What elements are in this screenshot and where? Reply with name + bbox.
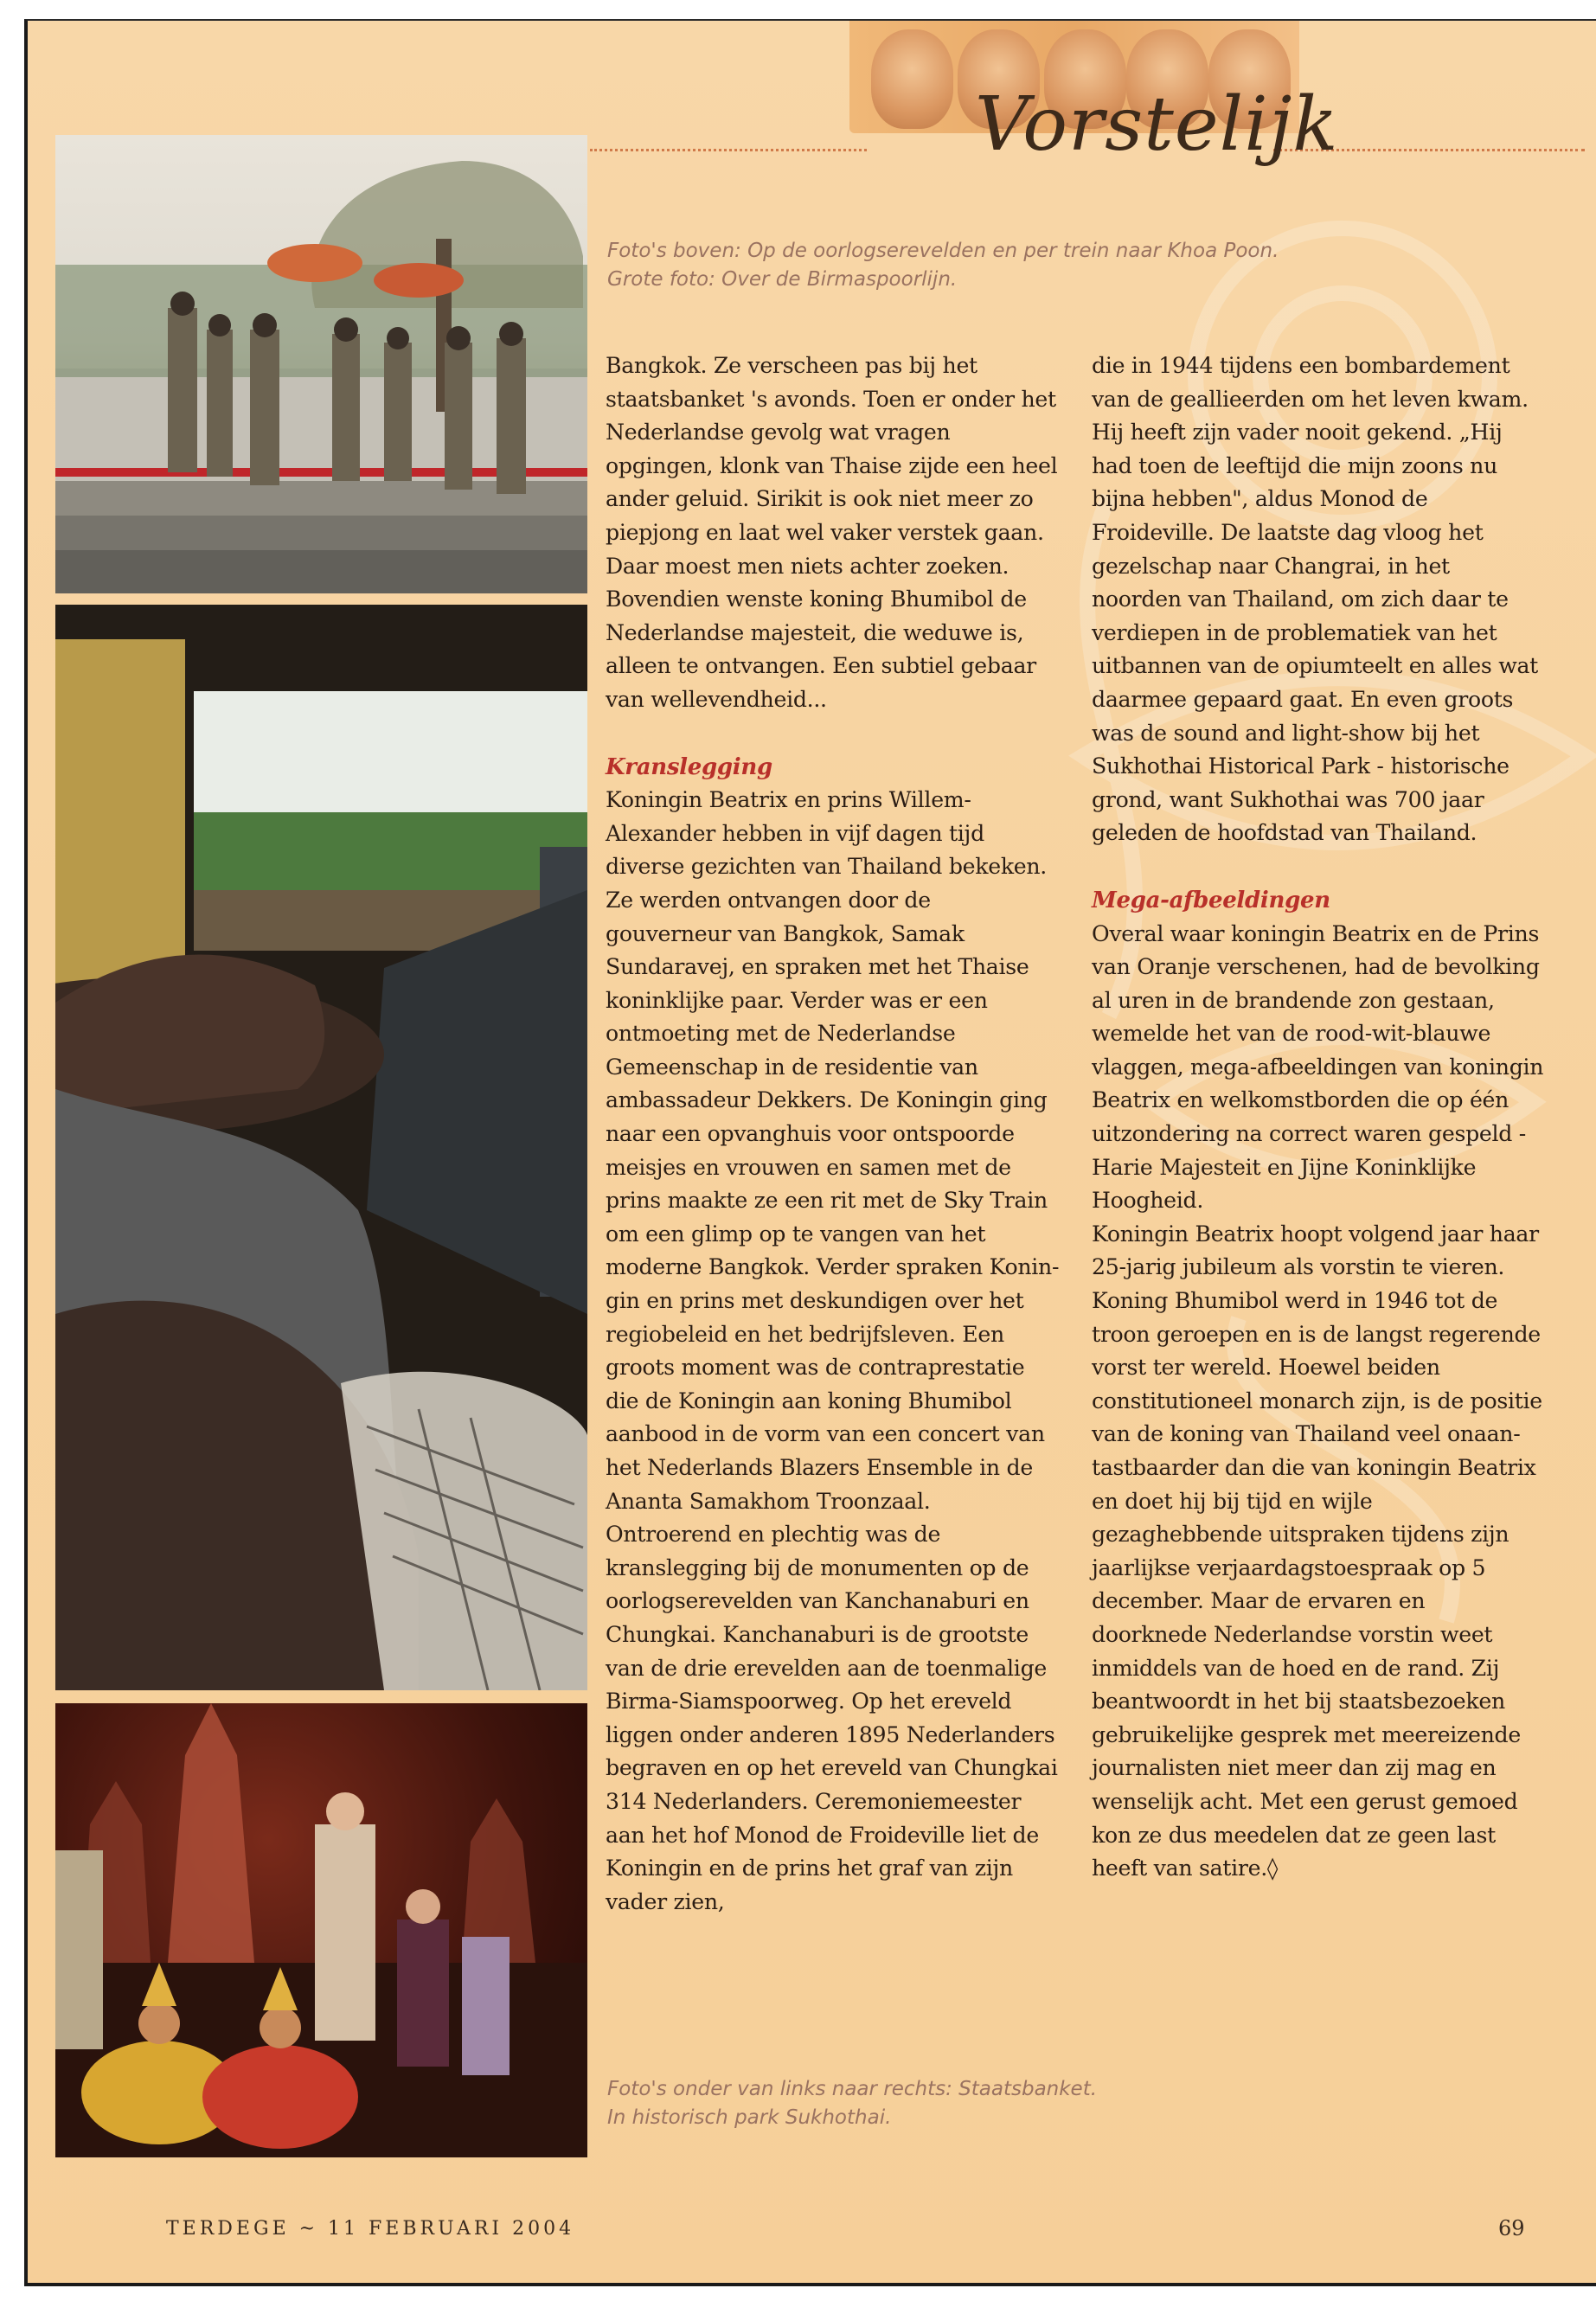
ceremony-illustration [55,135,587,593]
subheading-kranslegging: Kranslegging [606,753,772,780]
article-column-left [606,349,1060,1919]
subheading-mega-afbeeldingen: Mega-afbeeldingen [1092,887,1330,913]
header-rule-left [590,149,867,151]
portrait-face [871,29,953,129]
caption-bottom-line2: In historisch park Sukhothai. [607,2106,892,2129]
article-column-right [1092,349,1546,1886]
caption-top-line1: Foto's boven: Op de oorlogserevelden en per trein naar Khoa Poon. [607,240,1279,262]
photo-sukhothai-night [55,1703,587,2157]
magazine-page [24,19,1596,2286]
paragraph: Overal waar koningin Beatrix en de Prins van Oranje verschenen, had de bevolking al uren in de brandende zon gestaan, wemelde het van de rood-wit-blauwe vlaggen, mega-afbeeldingen van koningin Beatrix en welkomstborden die op één uitzondering na correct waren gespeld - Harie Majesteit en Jijne Koninklijke Hoogheid. [1092,920,1544,1214]
section-title: Vorstelijk [975,81,1339,168]
page-number: 69 [1498,2216,1525,2240]
caption-top [607,237,1368,294]
caption-bottom-line1: Foto's onder van links naar rechts: Staatsbanket. [607,2078,1098,2100]
caption-bottom [607,2075,1368,2132]
paragraph: Koningin Beatrix hoopt volgend jaar haar 25-jarig jubileum als vorstin te vieren. Koning Bhumibol werd in 1946 tot de troon geroepen en is de langst regerende vorst ter wereld. Hoewel beiden constitutioneel monarch zijn, is de positie van de koning van Thailand veel onaantastbaarder dan die van koningin Beatrix en doet hij bij tijd en wijle gezaghebbende uitspraken tijdens zijn jaarlijkse verjaardagstoespraak op 5 december. Maar de ervaren en doorknede Nederlandse vorstin weet inmiddels van de hoed en de rand. Zij beantwoordt in het bij staatsbezoeken gebruikelijke gesprek met meereizende journalisten niet meer dan zij mag en wenselijk acht. Met een gerust gemoed kon ze dus meedelen dat ze geen last heeft van satire.◊ [1092,1221,1542,1881]
paragraph: die in 1944 tijdens een bombardement van de geallieerden om het leven kwam. Hij heeft zijn vader nooit gekend. „Hij had toen de leeftijd die mijn zoons nu bijna hebben", aldus Monod de Froideville. De laatste dag vloog het gezelschap naar Changrai, in het noorden van Thailand, om zich daar te verdiepen in de problematiek van het uitbannen van de opiumteelt en alles wat daarmee gepaard gaat. En even groots was de sound and light-show bij het Sukhothai Historical Park - historische grond, want Sukhothai was 700 jaar geleden de hoofdstad van Thailand. [1092,353,1538,846]
caption-top-line2: Grote foto: Over de Birmaspoorlijn. [607,268,958,291]
train-illustration [55,605,587,1690]
paragraph: Bangkok. Ze verscheen pas bij het staatsbanket 's avonds. Toen er onder het Nederlandse gevolg wat vragen opgingen, klonk van Thaise zijde een heel ander geluid. Sirikit is ook niet meer zo piepjong en laat wel vaker verstek gaan. Daar moest men niets achter zoeken. Bovendien wenste koning Bhumibol de Nederlandse majesteit, die weduwe is, alleen te ontvangen. Een subtiel gebaar van wellevendheid... [606,353,1058,712]
footer-publication: TERDEGE ~ 11 FEBRUARI 2004 [166,2218,575,2240]
photo-train-journey [55,605,587,1690]
paragraph: Koningin Beatrix en prins Willem-Alexander hebben in vijf dagen tijd diverse gezichten van Thailand bekeken. Ze werden ontvangen door de gouverneur van Bangkok, Samak Sundaravej, en spraken met het Thaise koninklijke paar. Verder was er een ontmoeting met de Nederlandse Gemeenschap in de residentie van ambassadeur Dekkers. De Koningin ging naar een opvanghuis voor ontspoorde meisjes en vrouwen en samen met de prins maakte ze een rit met de Sky Train om een glimp op te vangen van het moderne Bangkok. Verder spraken Koningin en prins met deskundigen over het regiobeleid en het bedrijfsleven. Een groots moment was de contraprestatie die de Koningin aan koning Bhumibol aanbood in de vorm van een concert van het Nederlands Blazers Ensemble in de Ananta Samakhom Troonzaal. Ontroerend en plechtig was de kranslegging bij de monumenten op de oorlogserevelden van Kanchanaburi en Chungkai. Kanchanaburi is de grootste van de drie erevelden aan de toenmalige Birma-Siamspoorweg. Op het ereveld liggen onder anderen 1895 Nederlanders begraven en op het ereveld van Chungkai 314 Nederlanders. Ceremoniemeester aan het hof Monod de Froideville liet de Koningin en de prins het graf van zijn vader zien, [606,787,1060,1914]
night-illustration [55,1703,587,2157]
photo-war-cemetery-ceremony [55,135,587,593]
